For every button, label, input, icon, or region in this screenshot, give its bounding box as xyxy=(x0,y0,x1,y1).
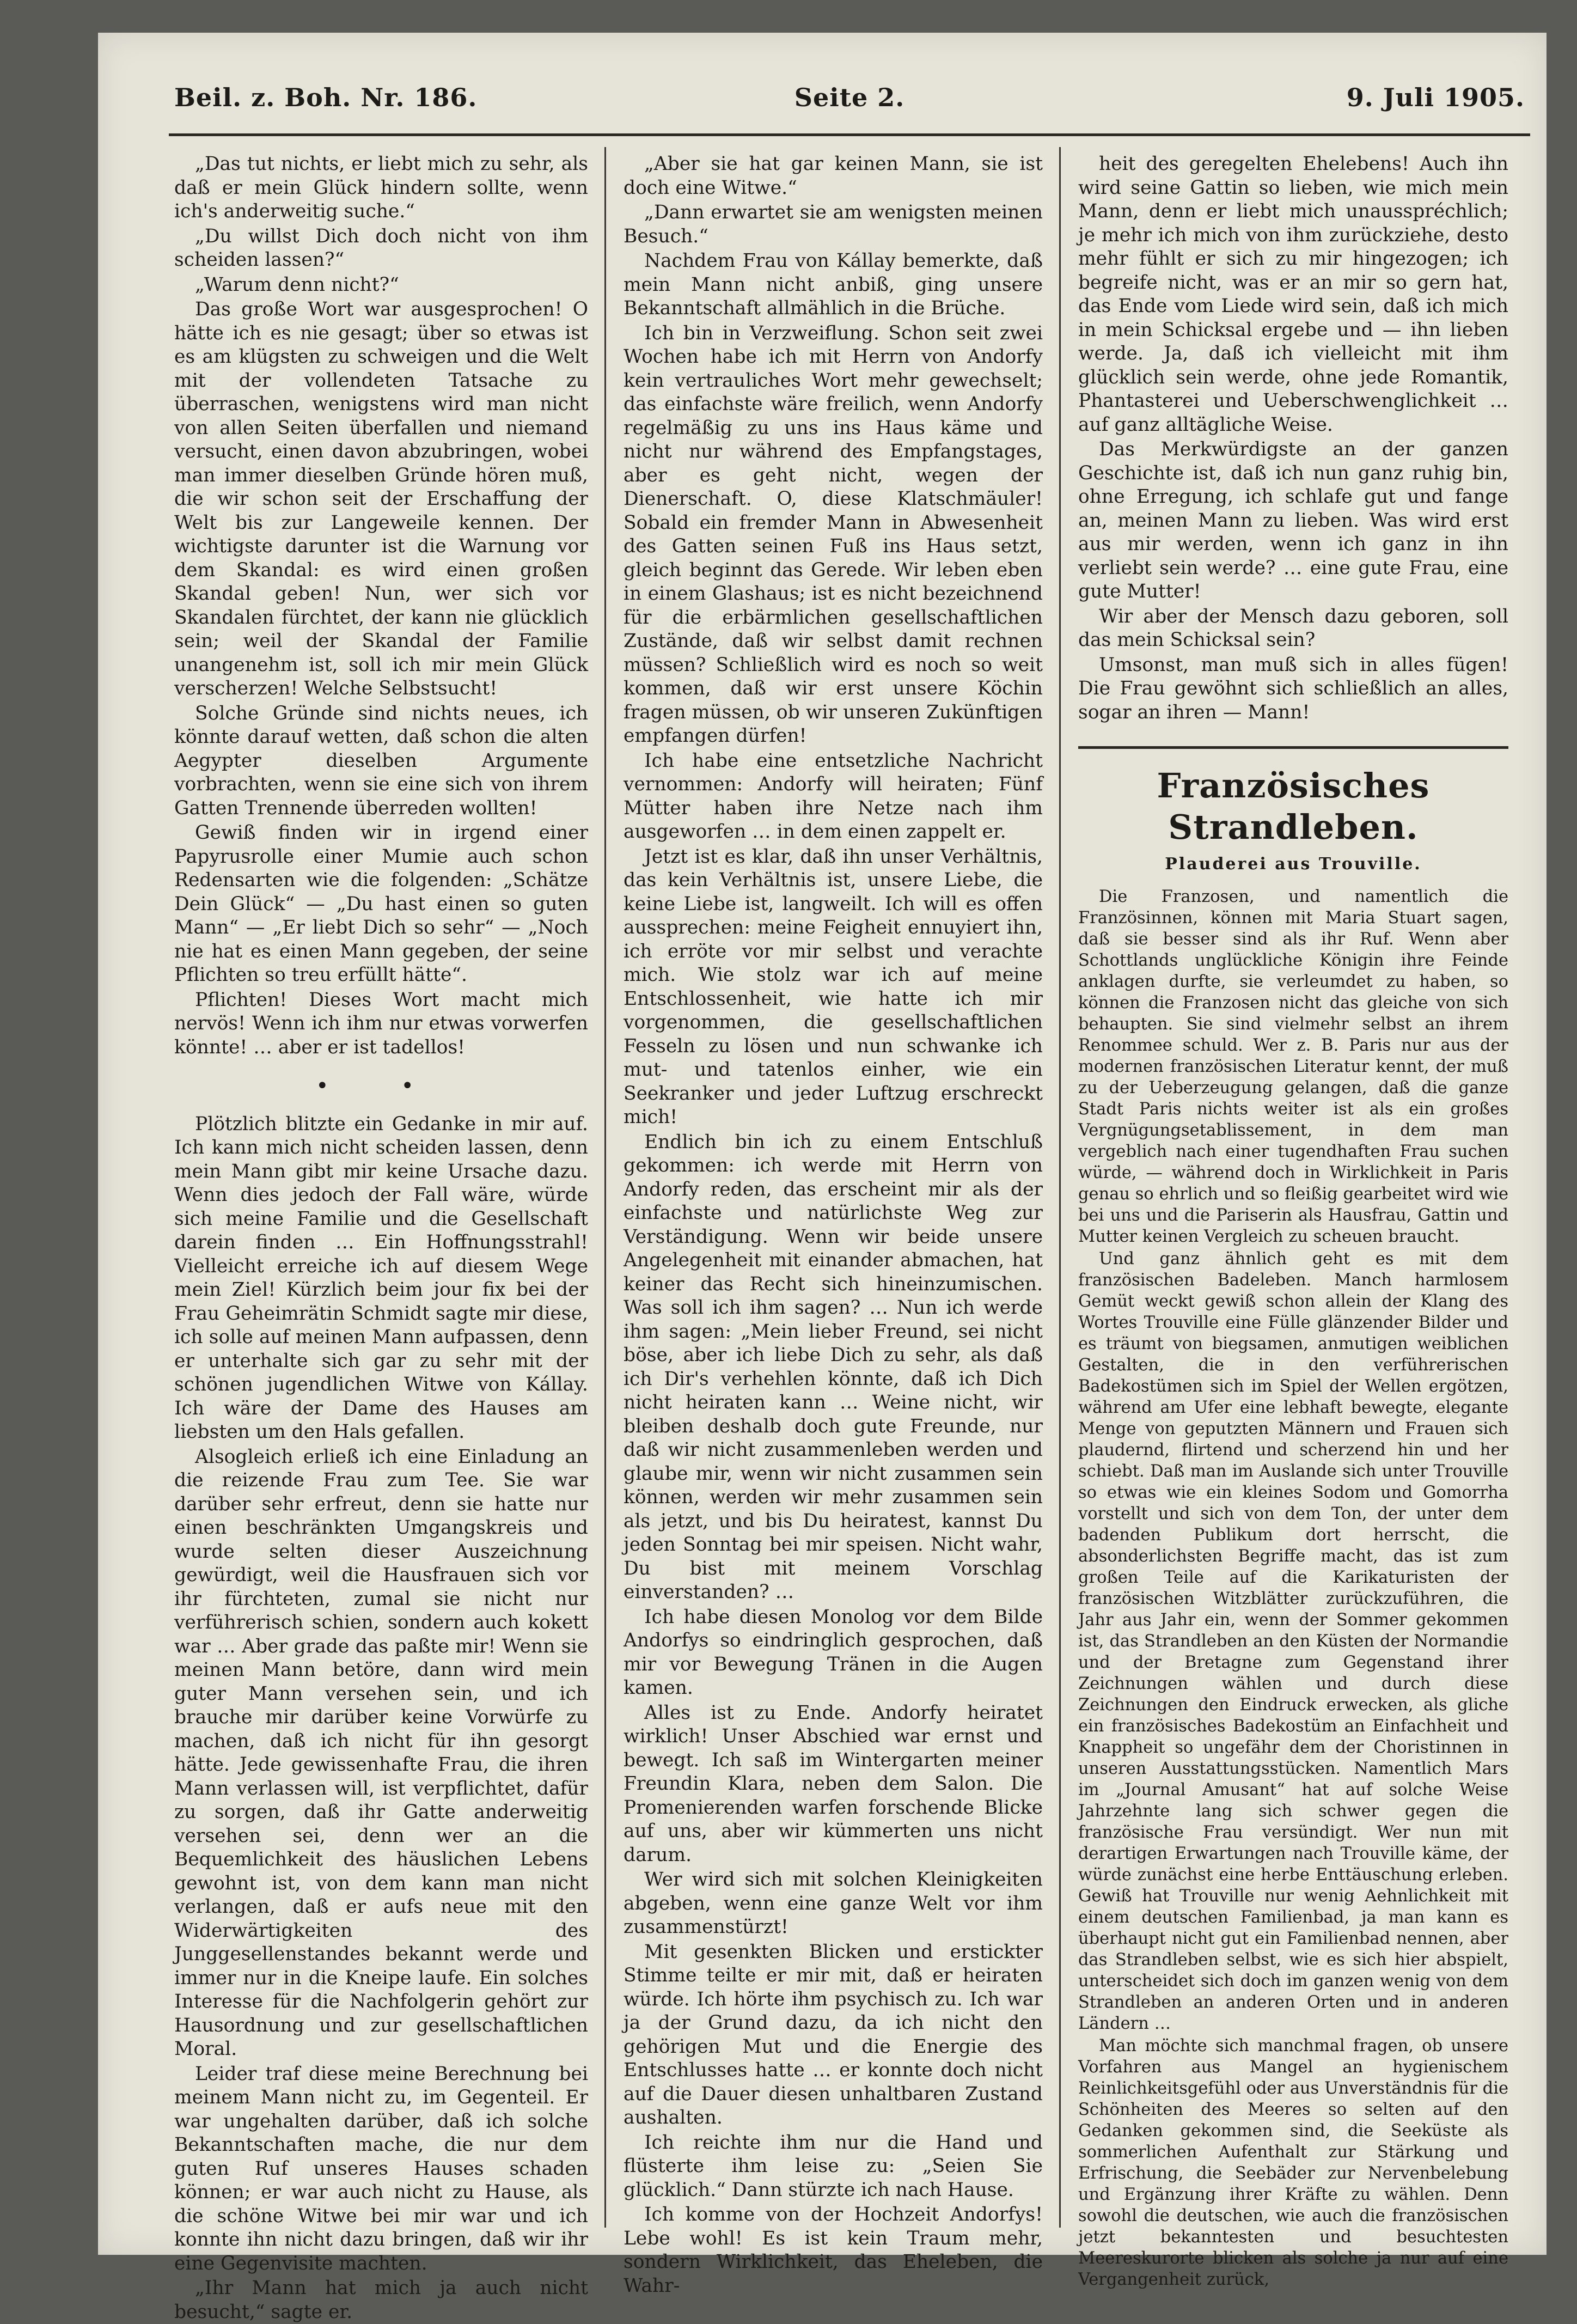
column-divider xyxy=(604,147,606,2228)
issue-reference: Beil. z. Boh. Nr. 186. xyxy=(174,83,478,112)
paragraph: Ich bin in Verzweiflung. Schon seit zwei Wochen habe ich mit Herrn von Andorfy kein vertrauliches Wort mehr gewechselt; das einfachste wäre freilich, wenn Andorfy regelmäßig zu uns ins Haus käme und nicht nur während des Empfangstages, aber es geht nicht, wegen der Dienerschaft. O, diese Klatschmäuler! Sobald ein fremder Mann in Abwesenheit des Gatten seinen Fuß ins Haus setzt, gleich beginnt das Gerede. Wir leben eben in einem Glashaus; ist es nicht bezeichnend für die erbärmlichen gesellschaftlichen Zustände, daß wir selbst damit rechnen müssen? Schließlich wird es noch so weit kommen, daß wir erst unsere Köchin fragen müssen, ob wir unseren Zukünftigen empfangen dürfen! xyxy=(624,322,1043,747)
paragraph: „Du willst Dich doch nicht von ihm scheiden lassen?“ xyxy=(174,225,588,271)
article-subtitle: Plauderei aus Trouville. xyxy=(1165,855,1422,874)
paragraph: Die Franzosen, und namentlich die Französinnen, können mit Maria Stuart sagen, daß sie besser sind als ihr Ruf. Wenn aber Schottlands unglückliche Königin ihre Feinde anklagen durfte, sie verleumdet zu haben, so können die Franzosen nicht das gleiche von sich behaupten. Sie sind vielmehr selbst an ihrem Renommee schuld. Wer z. B. Paris nur aus der modernen französischen Literatur kennt, der muß zu der Ueberzeugung gelangen, daß die ganze Stadt Paris nichts weiter ist als ein großes Vergnügungsetablissement, in dem man vergeblich nach einer tugendhaften Frau suchen würde, — während doch in Wirklichkeit in Paris genau so ehrlich und so fleißig gearbeitet wird wie bei uns und die Pariserin als Hausfrau, Gattin und Mutter keinen Vergleich zu scheuen braucht. xyxy=(1078,887,1508,1246)
paragraph: Wer wird sich mit solchen Kleinigkeiten abgeben, wenn eine ganze Welt vor ihm zusammenstürzt! xyxy=(624,1869,1043,1938)
paragraph: Und ganz ähnlich geht es mit dem französischen Badeleben. Manch harmlosem Gemüt weckt gewiß schon allein der Klang des Wortes Trouville eine Fülle glänzender Bilder und es träumt von biegsamen, anmutigen weiblichen Gestalten, die in den verführerischen Badekostümen sich im Spiel der Wellen ergötzen, während am Ufer eine lebhaft bewegte, elegante Menge von geputzten Männern und Frauen sich plaudernd, flirtend und scherzend hin und her schiebt. Daß man im Auslande sich unter Trouville so etwas wie ein kleines Sodom und Gomorrha vorstellt und sich von dem Ton, der unter dem badenden Publikum dort herrscht, die absonderlichsten Begriffe macht, das ist zum großen Teile auf die Karikaturisten der französischen Witzblätter zurückzuführen, die Jahr aus Jahr ein, wenn der Sommer gekommen ist, das Strandleben an den Küsten der Normandie und der Bretagne zum Gegenstand ihrer Zeichnungen wählen und durch diese Zeichnungen den Eindruck erwecken, als gliche ein französisches Badekostüm an Einfachheit und Knappheit so ungefähr dem der Choristinnen in unseren Ausstattungsstücken. Namentlich Mars im „Journal Amusant“ hat auf solche Weise Jahrzehnte lang sich schwer gegen die französische Frau versündigt. Wer nun mit derartigen Erwartungen nach Trouville käme, der würde zunächst eine herbe Enttäuschung erleben. Gewiß hat Trouville nur wenig Aehnlichkeit mit einem deutschen Familienbad, ja man kann es überhaupt nicht gut ein Familienbad nennen, aber das Strandleben selbst, wie es sich hier abspielt, unterscheidet sich doch im ganzen wenig von dem Strandleben an anderen Orten und in anderen Ländern … xyxy=(1078,1249,1508,2033)
paragraph: Ich habe eine entsetzliche Nachricht vernommen: Andorfy will heiraten; Fünf Mütter haben ihre Netze nach ihm ausgeworfen … in dem einen zappelt er. xyxy=(624,749,1043,843)
paragraph: Gewiß finden wir in irgend einer Papyrusrolle einer Mumie auch schon Redensarten wie die folgenden: „Schätze Dein Glück“ — „Du hast einen so guten Mann“ — „Er liebt Dich so sehr“ — „Noch nie hat es einen Mann gegeben, der seine Pflichten so treu erfüllt hätte“. xyxy=(174,822,588,986)
article-title: Französisches Strandleben. xyxy=(1157,766,1430,847)
paragraph: Ich komme von der Hochzeit Andorfys! Lebe wohl! Es ist kein Traum mehr, sondern Wirklichkeit, das Eheleben, die Wahr- xyxy=(624,2204,1043,2297)
page-number: Seite 2. xyxy=(794,83,905,112)
paragraph: Ich habe diesen Monolog vor dem Bilde Andorfys so eindringlich gesprochen, daß mir vor Bewegung Tränen in die Augen kamen. xyxy=(624,1606,1043,1699)
paragraph: Das Merkwürdigste an der ganzen Geschichte ist, daß ich nun ganz ruhig bin, ohne Erregung, ich schlafe gut und fange an, meinen Mann zu lieben. Was wird erst aus mir werden, wenn ich ganz in ihn verliebt sein werde? … eine gute Frau, eine gute Mutter! xyxy=(1078,438,1508,602)
paragraph: heit des geregelten Ehelebens! Auch ihn wird seine Gattin so lieben, wie mich mein Mann, denn er liebt mich unausspréchlich; je mehr ich mich von ihm zurückziehe, desto mehr fühlt er sich zu mir hingezogen; ich begreife nicht, was er an mir so gern hat, das Ende vom Liede wird sein, daß ich mich in mein Schicksal ergebe und — ihn lieben werde. Ja, daß ich vielleicht mit ihm glücklich sein werde, ohne jede Romantik, Phantasterei und Ueberschwenglichkeit … auf ganz alltägliche Weise. xyxy=(1078,153,1508,436)
paragraph: Nachdem Frau von Kállay bemerkte, daß mein Mann nicht anbiß, ging unsere Bekanntschaft allmählich in die Brüche. xyxy=(624,250,1043,319)
section-ornament: • • xyxy=(316,1073,447,1099)
column-1 xyxy=(174,153,588,2323)
newspaper-page xyxy=(98,33,1547,2323)
paragraph: Plötzlich blitzte ein Gedanke in mir auf. Ich kann mich nicht scheiden lassen, denn mein Mann gibt mir keine Ursache dazu. Wenn dies jedoch der Fall wäre, würde sich meine Familie und die Gesellschaft darein finden … Ein Hoffnungsstrahl! Vielleicht erreiche ich auf diesem Wege mein Ziel! Kürzlich beim jour fix bei der Frau Geheimrätin Schmidt sagte mir diese, ich solle auf meinen Mann aufpassen, denn er unterhalte sich gar zu sehr mit der schönen jugendlichen Witwe von Kállay. Ich wäre der Dame des Hauses am liebsten um den Hals gefallen. xyxy=(174,1113,588,1443)
article-divider xyxy=(1078,746,1508,749)
paragraph: Endlich bin ich zu einem Entschluß gekommen: ich werde mit Herrn von Andorfy reden, das erscheint mir als der einfachste und natürlichste Weg zur Verständigung. Wenn wir beide unsere Angelegenheit mit einander abmachen, hat keiner das Recht sich hineinzumischen. Was soll ich ihm sagen? … Nun ich werde ihm sagen: „Mein lieber Freund, sei nicht böse, aber ich liebe Dich zu sehr, als daß ich Dir's verhehlen könnte, daß ich Dich nicht heiraten kann … Weine nicht, wir bleiben deshalb doch gute Freunde, nur daß wir nicht zusammenleben werden und glaube mir, wenn wir nicht zusammen sein können, werden wir mehr zusammen sein als jetzt, und bis Du heiratest, kannst Du jeden Sonntag bei mir speisen. Nicht wahr, Du bist mit meinem Vorschlag einverstanden? … xyxy=(624,1131,1043,1603)
paragraph: „Dann erwartet sie am wenigsten meinen Besuch.“ xyxy=(624,202,1043,247)
column-3 xyxy=(1078,153,1508,2289)
paragraph: Jetzt ist es klar, daß ihn unser Verhältnis, das kein Verhältnis ist, unsere Liebe, die keine Liebe ist, langweilt. Ich will es offen aussprechen: meine Feigheit ennuyiert ihn, ich erröte vor mir selbst und verachte mich. Wie stolz war ich auf meine Entschlossenheit, wie hatte ich mir vorgenommen, die gesellschaftlichen Fesseln zu lösen und nun schwanke ich mut- und tatenlos einher, wie ein Seekranker und jeder Luftzug erschreckt mich! xyxy=(624,845,1043,1128)
paragraph: Mit gesenkten Blicken und erstickter Stimme teilte er mir mit, daß er heiraten würde. Ich hörte ihm psychisch zu. Ich war ja der Grund dazu, da ich nicht den gehörigen Mut und die Energie des Entschlusses hatte … er konnte doch nicht auf die Dauer diesen unhaltbaren Zustand aushalten. xyxy=(624,1941,1043,2128)
paragraph: Alles ist zu Ende. Andorfy heiratet wirklich! Unser Abschied war ernst und bewegt. Ich saß im Wintergarten meiner Freundin Klara, neben dem Salon. Die Promenierenden warfen forschende Blicke auf uns, aber wir kümmerten uns nicht darum. xyxy=(624,1701,1043,1866)
column-2 xyxy=(624,153,1043,2297)
paragraph: „Das tut nichts, er liebt mich zu sehr, als daß er mein Glück hindern sollte, wenn ich's anderweitig suche.“ xyxy=(174,153,588,222)
paragraph: Leider traf diese meine Berechnung bei meinem Mann nicht zu, im Gegenteil. Er war ungehalten darüber, daß ich solche Bekanntschaften mache, die nur dem guten Ruf unseres Hauses schaden können; er war auch nicht zu Hause, als die schöne Witwe bei mir war und ich konnte ihn nicht dazu bringen, daß wir ihr eine Gegenvisite machten. xyxy=(174,2063,588,2274)
issue-date: 9. Juli 1905. xyxy=(1346,83,1525,112)
column-divider xyxy=(1059,147,1061,2228)
paragraph: „Warum denn nicht?“ xyxy=(195,273,399,296)
paragraph: „Aber sie hat gar keinen Mann, sie ist doch eine Witwe.“ xyxy=(624,153,1043,199)
paragraph: Das große Wort war ausgesprochen! O hätte ich es nie gesagt; über so etwas ist es am klügsten zu schweigen und die Welt mit der vollendeten Tatsache zu überraschen, wenigstens wird man nicht von allen Seiten überfallen und niemand versucht, einen davon abzubringen, wobei man immer dieselben Gründe hören muß, die wir schon seit der Erschaffung der Welt bis zur Langeweile kennen. Der wichtigste darunter ist die Warnung vor dem Skandal: es wird einen großen Skandal geben! Nun, wer sich vor Skandalen fürchtet, der kann nie glücklich sein; weil der Skandal der Familie unangenehm ist, soll ich mir mein Glück verscherzen! Welche Selbstsucht! xyxy=(174,298,588,699)
paragraph: „Ihr Mann hat mich ja auch nicht besucht,“ sagte er. xyxy=(174,2277,588,2323)
paragraph: Wir aber der Mensch dazu geboren, soll das mein Schicksal sein? xyxy=(1078,605,1508,651)
paragraph: Alsogleich erließ ich eine Einladung an die reizende Frau zum Tee. Sie war darüber sehr erfreut, denn sie hatte nur einen beschränkten Umgangskreis und wurde selten dieser Auszeichnung gewürdigt, weil die Hausfrauen sich vor ihr fürchteten, zumal sie nicht nur verführerisch schien, sondern auch kokett war … Aber grade das paßte mir! Wenn sie meinen Mann betöre, dann wird mein guter Mann versehen sein, und ich brauche mir darüber keine Vorwürfe zu machen, daß ich nicht für ihn gesorgt hätte. Jede gewissenhafte Frau, die ihren Mann verlassen will, ist verpflichtet, dafür zu sorgen, daß ihr Gatte anderweitig versehen sei, denn wer an die Bequemlichkeit des häuslichen Lebens gewohnt ist, von dem kann man nicht verlangen, daß er aufs neue mit den Widerwärtigkeiten des Junggesellenstandes bekannt werde und immer nur in die Kneipe laufe. Ein solches Interesse für die Nachfolgerin gehört zur Hausordnung und zur gesellschaftlichen Moral. xyxy=(174,1445,588,2060)
article-body xyxy=(1078,886,1508,2290)
paragraph: Solche Gründe sind nichts neues, ich könnte darauf wetten, daß schon die alten Aegypter dieselben Argumente vorbrachten, wenn sie eine sich von ihrem Gatten Trennende überreden wollten! xyxy=(174,702,588,819)
paragraph: Ich reichte ihm nur die Hand und flüsterte ihm leise zu: „Seien Sie glücklich.“ Dann stürzte ich nach Hause. xyxy=(624,2131,1043,2201)
paragraph: Umsonst, man muß sich in alles fügen! Die Frau gewöhnt sich schließlich an alles, sogar an ihren — Mann! xyxy=(1078,654,1508,723)
paragraph: Pflichten! Dieses Wort macht mich nervös! Wenn ich ihm nur etwas vorwerfen könnte! … aber er ist tadellos! xyxy=(174,989,588,1058)
header-rule xyxy=(169,133,1530,136)
paragraph: Man möchte sich manchmal fragen, ob unsere Vorfahren aus Mangel an hygienischem Reinlichkeitsgefühl oder aus Unverständnis für die Schönheiten des Meeres so selten auf den Gedanken gekommen sind, die Seeküste als sommerlichen Aufenthalt zur Stärkung und Erfrischung, die Seebäder zur Nervenbelebung und Ergänzung ihrer Kräfte zu wählen. Denn sowohl die deutschen, wie auch die französischen jetzt bekanntesten und besuchtesten Meereskurorte blicken als solche ja nur auf eine Vergangenheit zurück, xyxy=(1078,2036,1508,2289)
page-header xyxy=(174,83,1525,121)
